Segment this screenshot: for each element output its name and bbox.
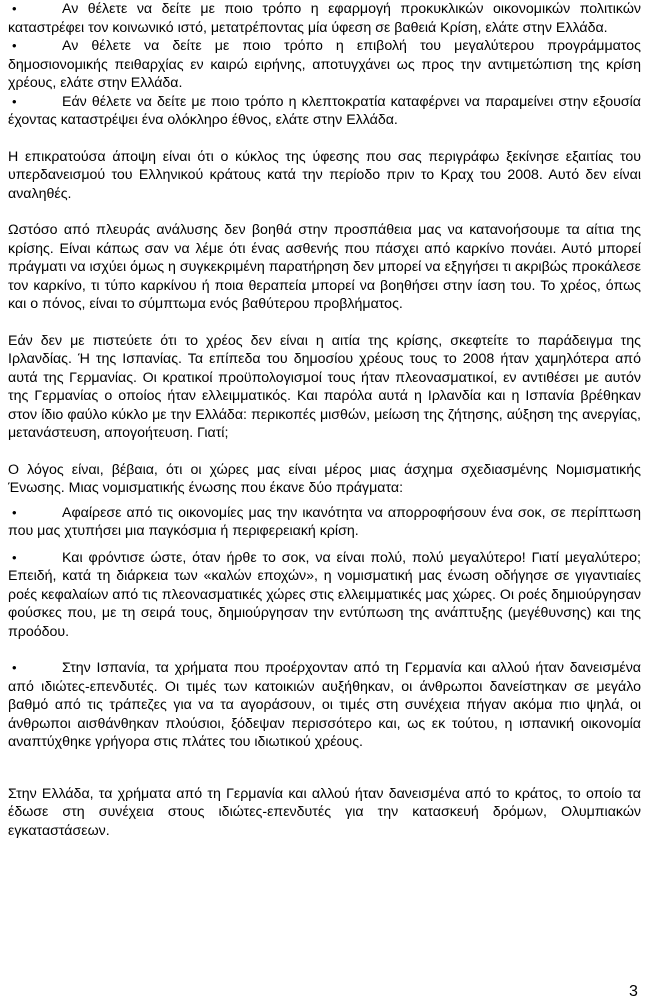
bullet-item: • Εάν θέλετε να δείτε με ποιο τρόπο η κλεπτοκρατία καταφέρνει να παραμείνει στην εξουσία έχοντας καταστρέψει ένα ολόκληρο έθνος, ελάτε στην Ελλάδα.	[8, 93, 641, 128]
bullet-symbol: •	[12, 660, 17, 675]
paragraph: Ωστόσο από πλευράς ανάλυσης δεν βοηθά στην προσπάθεια μας να κατανοήσουμε τα αίτια της κρίσης. Είναι κάπως σαν να λέμε ότι ένας ασθενής που πάσχει από καρκίνο πονάει. Αυτό μπορεί πράγματι να ισχύει όμως η συγκεκριμένη παρατήρηση δεν μπορεί να εξηγήσει τι ακριβώς προκάλεσε τον καρκίνο, τι τύπο καρκίνου ή ποια θεραπεία μπορεί να βοηθήσει στην ίαση του. Το χρέος, όπως και ο πόνος, είναι το σύμπτωμα ενός βαθύτερου προβλήματος.	[8, 222, 641, 312]
paragraph: Εάν δεν με πιστεύετε ότι το χρέος δεν είναι η αιτία της κρίσης, σκεφτείτε το παράδειγμα της Ιρλανδίας. Ή της Ισπανίας. Τα επίπεδα του δημοσίου χρέους τους το 2008 ήταν χαμηλότερα από αυτά της Γερμανίας. Οι κρατικοί προϋπολογισμοί τους ήταν πλεονασματικοί, εν αντιθέσει με αυτόν της Γερμανίας ο οποίος ήταν ελλειμματικός. Και παρόλα αυτά η Ιρλανδία και η Ισπανία βρέθηκαν στον ίδιο φαύλο κύκλο με την Ελλάδα: περικοπές μισθών, μείωση της ζήτησης, αύξηση της ανεργίας, μετανάστευση, απογοήτευση. Γιατί;	[8, 332, 641, 441]
bullet-item: • Αν θέλετε να δείτε με ποιο τρόπο η επιβολή του μεγαλύτερου προγράμματος δημοσιονομικής πειθαρχίας εν καιρώ ειρήνης, αποτυγχάνει ως προς την αντιμετώπιση της κρίση χρέους, ελάτε στην Ελλάδα.	[8, 38, 641, 91]
document-page	[8, 0, 641, 840]
paragraph: Η επικρατούσα άποψη είναι ότι ο κύκλος της ύφεσης που σας περιγράφω ξεκίνησε εξαιτίας του υπερδανεισμού του Ελληνικού κράτους κατά την περίοδο πριν το Κραχ του 2008. Αυτό δεν είναι αναληθές.	[8, 148, 641, 202]
page-number: 3	[629, 983, 638, 1000]
bullet-symbol: •	[12, 93, 17, 109]
bullet-symbol: •	[12, 1, 17, 16]
bullet-item: • Στην Ισπανία, τα χρήματα που προέρχονταν από τη Γερμανία και αλλού ήταν δανεισμένα από ιδιώτες-επενδυτές. Οι τιμές των κατοικιών αυξήθηκαν, οι άνθρωποι δανείστηκαν σε μεγάλο βαθμό από τις τράπεζες για να τα αγοράσουν, οι τιμές στη συνέχεια πήγαν ακόμα πιο ψηλά, οι άνθρωποι αισθάνθηκαν πλούσιοι, ξόδεψαν περισσότερο και, ως εκ τούτου, η ισπανική οικονομία αναπτύχθηκε γρήγορα στις πλάτες του ιδιωτικού χρέους.	[8, 660, 641, 750]
paragraph: Στην Ελλάδα, τα χρήματα από τη Γερμανία και αλλού ήταν δανεισμένα από το κράτος, το οποίο τα έδωσε στη συνέχεια στους ιδιώτες-επενδυτές για την κατασκευή δρόμων, Ολυμπιακών εγκαταστάσεων.	[8, 785, 641, 839]
bullet-symbol: •	[12, 38, 17, 53]
bullet-symbol: •	[12, 549, 17, 565]
bullet-symbol: •	[12, 504, 17, 520]
bullet-item: • Και φρόντισε ώστε, όταν ήρθε το σοκ, να είναι πολύ, πολύ μεγαλύτερο! Γιατί μεγαλύτερο; Επειδή, κατά τη διάρκεια των «καλών εποχών», η νομισματική μας ένωση οδήγησε σε γιγαντιαίες ροές κεφαλαίων από τις πλεονασματικές χώρες στις ελλειμματικές μας χώρες. Οι ροές δημιούργησαν φούσκες που, με τη σειρά τους, δημιούργησαν την εντύπωση της ανάπτυξης (μεγέθυνσης) και της προόδου.	[8, 549, 641, 640]
paragraph: Ο λόγος είναι, βέβαια, ότι οι χώρες μας είναι μέρος μιας άσχημα σχεδιασμένης Νομισματικής Ένωσης. Μιας νομισματικής ένωσης που έκανε δύο πράγματα:	[8, 461, 641, 496]
bullet-item: • Αν θέλετε να δείτε με ποιο τρόπο η εφαρμογή προκυκλικών οικονομικών πολιτικών καταστρέφει τον κοινωνικό ιστό, μετατρέποντας μία ύφεση σε βαθειά Κρίση, ελάτε στην Ελλάδα.	[8, 1, 641, 36]
bullet-item: • Αφαίρεσε από τις οικονομίες μας την ικανότητα να απορροφήσουν ένα σοκ, σε περίπτωση που μας χτυπήσει μια παγκόσμια ή περιφερειακή κρίση.	[8, 504, 641, 539]
